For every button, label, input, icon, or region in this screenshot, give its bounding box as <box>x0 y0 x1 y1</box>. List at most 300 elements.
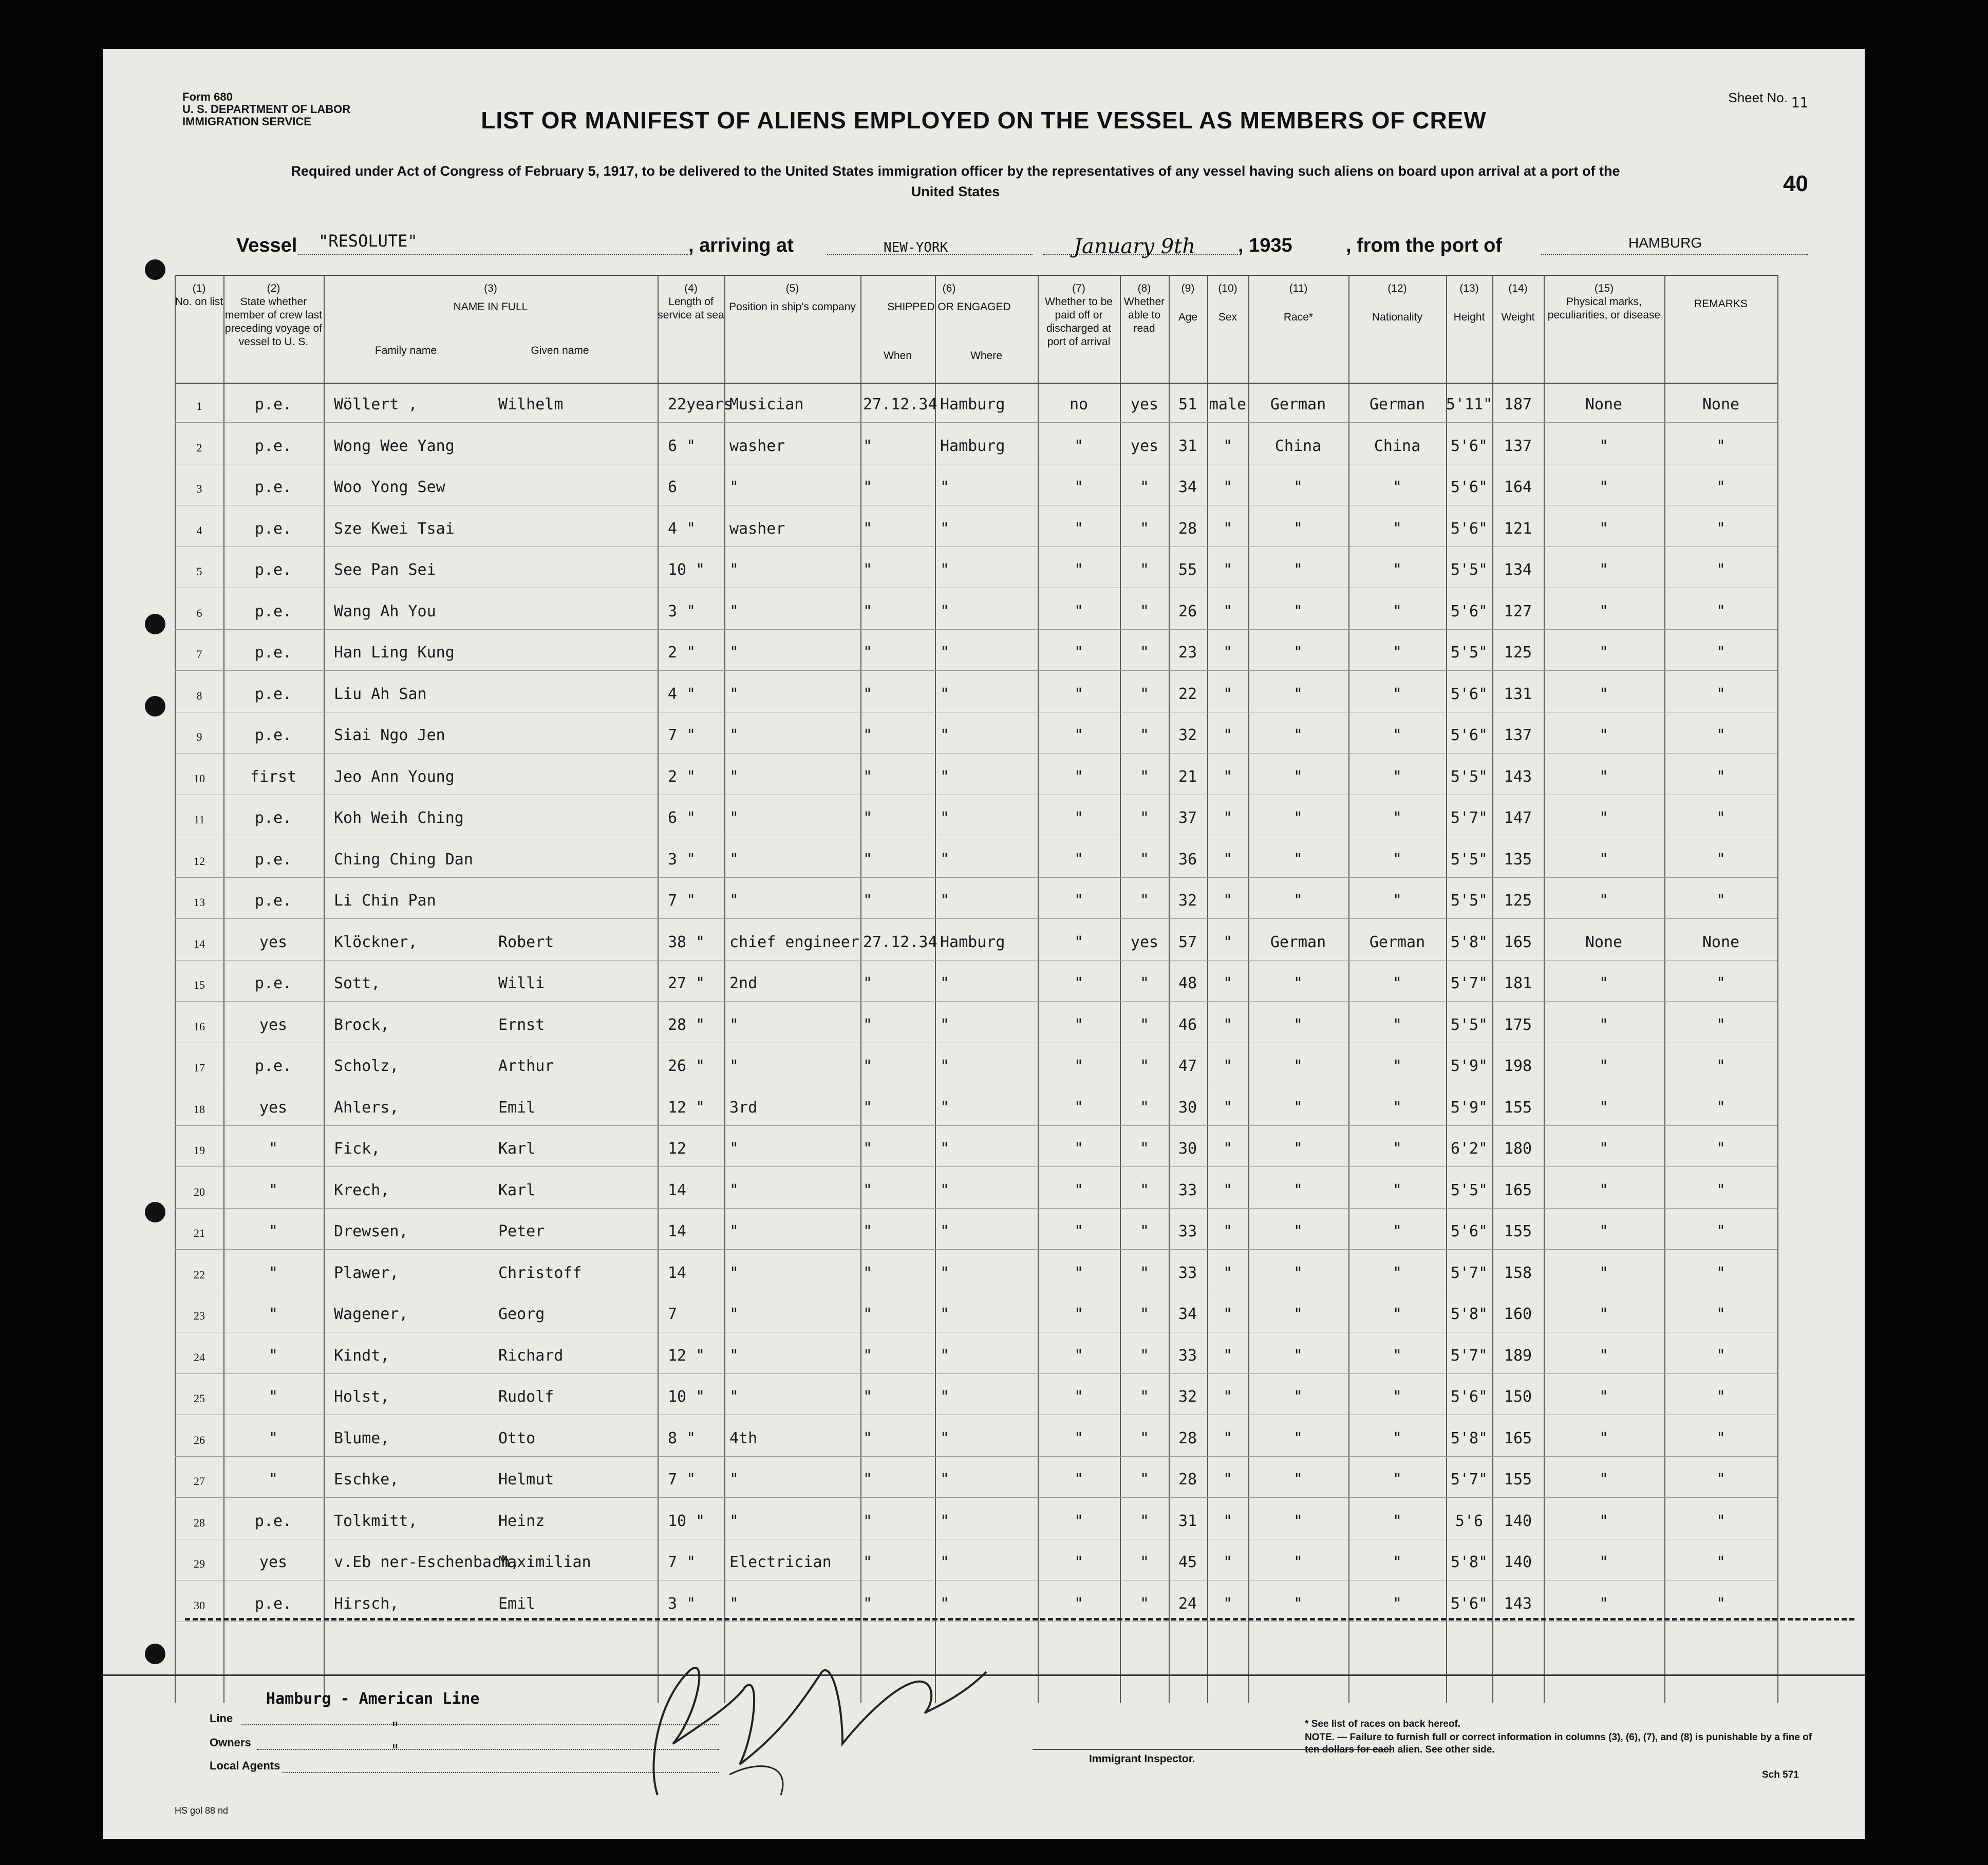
cell-weight: 155 <box>1504 1471 1532 1489</box>
col-header-12: (12) Nationality <box>1372 282 1423 323</box>
cell-sex: " <box>1223 685 1233 703</box>
cell-service: 2 " <box>668 767 696 786</box>
cell-given: Richard <box>498 1346 564 1365</box>
cell-prev: yes <box>259 1098 288 1117</box>
cell-no: 10 <box>194 771 205 785</box>
cell-age: 23 <box>1178 644 1197 662</box>
cell-height: 5'6" <box>1450 437 1488 455</box>
cell-family: Sze Kwei Tsai <box>334 519 455 538</box>
cell-service: 6 " <box>668 809 696 827</box>
cell-position: " <box>729 644 739 662</box>
cell-position: " <box>729 1222 739 1240</box>
cell-service: 12 <box>668 1140 687 1158</box>
cell-read: " <box>1139 1015 1150 1034</box>
cell-when: " <box>863 1098 873 1117</box>
cell-prev: yes <box>259 1553 288 1571</box>
cell-prev: p.e. <box>254 437 292 455</box>
cell-age: 30 <box>1178 1098 1197 1117</box>
cell-remarks: None <box>1702 933 1740 951</box>
cell-service: 10 " <box>668 1388 705 1406</box>
cell-sex: " <box>1223 1015 1233 1034</box>
cell-race: " <box>1293 1429 1303 1447</box>
cell-paid: " <box>1074 1057 1084 1075</box>
cell-service: 6 <box>668 478 678 496</box>
cell-remarks: " <box>1716 1305 1726 1323</box>
cell-sex: " <box>1223 1346 1233 1365</box>
cell-family: Scholz, <box>334 1057 399 1075</box>
cell-remarks: " <box>1716 644 1726 662</box>
cell-remarks: " <box>1716 1512 1726 1530</box>
cell-age: 51 <box>1178 395 1197 413</box>
cell-marks: " <box>1599 726 1609 744</box>
cell-given: Robert <box>498 933 554 951</box>
cell-race: " <box>1293 1264 1303 1282</box>
cell-height: 5'6" <box>1450 478 1488 496</box>
cell-weight: 147 <box>1504 809 1532 827</box>
cell-read: " <box>1139 478 1150 496</box>
cell-no: 18 <box>194 1102 205 1116</box>
cell-marks: None <box>1585 395 1623 413</box>
agents-label: Local Agents <box>210 1759 280 1772</box>
cell-weight: 165 <box>1504 933 1532 951</box>
cell-weight: 198 <box>1504 1057 1532 1075</box>
cell-position: " <box>729 602 739 620</box>
row-rule <box>175 670 1777 671</box>
cell-marks: " <box>1599 1512 1609 1530</box>
cell-sex: " <box>1223 974 1233 992</box>
cell-height: 5'8" <box>1450 1305 1488 1323</box>
cell-prev: p.e. <box>254 1594 292 1613</box>
col-header-6: (6) SHIPPED OR ENGAGED <box>887 282 1011 313</box>
cell-prev: " <box>268 1140 278 1158</box>
cell-sex: " <box>1223 809 1233 827</box>
cell-no: 19 <box>194 1144 205 1157</box>
cell-weight: 134 <box>1504 561 1532 579</box>
cell-service: 12 " <box>668 1346 705 1365</box>
cell-position: " <box>729 685 739 703</box>
cell-age: 32 <box>1178 726 1197 744</box>
cell-paid: " <box>1074 1140 1084 1158</box>
cell-service: 4 " <box>668 685 696 703</box>
cell-sex: " <box>1223 602 1233 620</box>
cell-position: " <box>729 767 739 786</box>
cell-position: " <box>729 561 739 579</box>
cell-given: Karl <box>498 1181 536 1199</box>
cell-when: " <box>863 1346 873 1365</box>
cell-service: 10 " <box>668 561 705 579</box>
cell-race: " <box>1293 1098 1303 1117</box>
cell-marks: " <box>1599 1429 1609 1447</box>
cell-nationality: " <box>1392 1140 1402 1158</box>
cell-paid: " <box>1074 1264 1084 1282</box>
cell-age: 24 <box>1178 1594 1197 1613</box>
cell-read: " <box>1139 850 1150 869</box>
cell-prev: " <box>268 1388 278 1406</box>
cell-paid: " <box>1074 1512 1084 1530</box>
cell-nationality: German <box>1369 933 1426 951</box>
cell-no: 11 <box>194 813 205 826</box>
cell-position: Musician <box>729 395 804 413</box>
vessel-label: Vessel <box>236 235 297 256</box>
cell-race: " <box>1293 1181 1303 1199</box>
cell-when: " <box>863 1388 873 1406</box>
cell-remarks: " <box>1716 478 1726 496</box>
cell-when: " <box>863 519 873 538</box>
cell-no: 14 <box>194 937 205 950</box>
row-rule <box>175 918 1777 919</box>
cell-prev: " <box>268 1429 278 1447</box>
cell-weight: 155 <box>1504 1222 1532 1240</box>
cell-age: 33 <box>1178 1346 1197 1365</box>
cell-prev: p.e. <box>254 602 292 620</box>
arriving-port: NEW-YORK <box>884 240 948 255</box>
cell-prev: p.e. <box>254 809 292 827</box>
manifest-sheet <box>103 49 1865 1839</box>
cell-race: " <box>1293 685 1303 703</box>
department-name: U. S. DEPARTMENT OF LABOR <box>182 103 351 116</box>
cell-when: 27.12.34 <box>863 395 937 413</box>
cell-age: 33 <box>1178 1222 1197 1240</box>
cell-family: Wang Ah You <box>334 602 436 620</box>
cell-weight: 127 <box>1504 602 1532 620</box>
line-label: Line <box>210 1712 233 1725</box>
cell-position: washer <box>729 437 785 455</box>
cell-remarks: " <box>1716 1388 1726 1406</box>
cell-no: 28 <box>194 1516 205 1529</box>
cell-nationality: " <box>1392 1098 1402 1117</box>
cell-age: 32 <box>1178 1388 1197 1406</box>
cell-family: v.Eb ner-Eschenbach, <box>334 1553 520 1571</box>
cell-no: 29 <box>194 1557 205 1570</box>
cell-remarks: None <box>1702 395 1740 413</box>
cell-read: " <box>1139 809 1150 827</box>
cell-race: " <box>1293 602 1303 620</box>
year-suffix: 35 <box>1270 235 1292 256</box>
cell-where: " <box>940 726 950 744</box>
cell-when: " <box>863 685 873 703</box>
cell-family: Drewsen, <box>334 1222 408 1240</box>
cell-marks: " <box>1599 1346 1609 1365</box>
cell-marks: " <box>1599 892 1609 910</box>
cell-age: 31 <box>1178 1512 1197 1530</box>
races-note: * See list of races on back hereof. <box>1305 1719 1461 1729</box>
cell-height: 5'6" <box>1450 685 1488 703</box>
cell-read: " <box>1139 602 1150 620</box>
cell-given: Willi <box>498 974 545 992</box>
cell-service: 7 " <box>668 892 696 910</box>
col-sub-family: Family name <box>374 345 437 356</box>
cell-no: 21 <box>194 1227 205 1239</box>
cell-nationality: " <box>1392 1181 1402 1199</box>
cell-read: " <box>1139 1140 1150 1158</box>
cell-marks: " <box>1599 685 1609 703</box>
cell-sex: " <box>1223 767 1233 786</box>
cell-where: " <box>940 1015 950 1034</box>
cell-when: " <box>863 1057 873 1075</box>
col-header-9: (9) Age <box>1178 282 1198 323</box>
cell-where: " <box>940 1471 950 1489</box>
cell-paid: " <box>1074 478 1084 496</box>
cell-sex: " <box>1223 1222 1233 1240</box>
table-end-line <box>185 1618 1854 1621</box>
cell-weight: 180 <box>1504 1140 1532 1158</box>
col-sub-given: Given name <box>531 345 589 356</box>
cell-sex: " <box>1223 1553 1233 1571</box>
cell-weight: 121 <box>1504 519 1532 538</box>
row-rule <box>175 1166 1777 1167</box>
cell-nationality: " <box>1392 602 1402 620</box>
cell-marks: " <box>1599 850 1609 869</box>
cell-when: 27.12.34 <box>863 933 937 951</box>
cell-nationality: " <box>1392 1594 1402 1613</box>
col-sub-where: Where <box>970 350 1002 362</box>
cell-nationality: " <box>1392 685 1402 703</box>
row-rule <box>175 1497 1777 1498</box>
cell-position: " <box>729 1015 739 1034</box>
cell-marks: " <box>1599 1471 1609 1489</box>
cell-height: 5'8" <box>1450 1553 1488 1571</box>
cell-service: 7 " <box>668 1471 696 1489</box>
cell-race: " <box>1293 892 1303 910</box>
cell-paid: " <box>1074 1098 1084 1117</box>
cell-sex: " <box>1223 1098 1233 1117</box>
cell-age: 33 <box>1178 1264 1197 1282</box>
cell-marks: " <box>1599 1057 1609 1075</box>
cell-paid: " <box>1074 767 1084 786</box>
cell-race: " <box>1293 850 1303 869</box>
cell-where: " <box>940 602 950 620</box>
cell-family: Wagener, <box>334 1305 408 1323</box>
cell-remarks: " <box>1716 1140 1726 1158</box>
cell-where: " <box>940 809 950 827</box>
cell-weight: 158 <box>1504 1264 1532 1282</box>
cell-sex: " <box>1223 561 1233 579</box>
cell-remarks: " <box>1716 1222 1726 1240</box>
cell-prev: p.e. <box>254 685 292 703</box>
cell-height: 5'5" <box>1450 1015 1488 1034</box>
cell-marks: " <box>1599 1222 1609 1240</box>
cell-age: 34 <box>1178 1305 1197 1323</box>
cell-no: 6 <box>196 606 202 619</box>
cell-given: Heinz <box>498 1512 545 1530</box>
cell-prev: " <box>268 1346 278 1365</box>
cell-service: 4 " <box>668 519 696 538</box>
cell-marks: " <box>1599 1264 1609 1282</box>
cell-weight: 165 <box>1504 1429 1532 1447</box>
cell-age: 55 <box>1178 561 1197 579</box>
cell-family: Fick, <box>334 1140 381 1158</box>
cell-no: 26 <box>194 1433 205 1446</box>
cell-race: " <box>1293 1346 1303 1365</box>
cell-when: " <box>863 644 873 662</box>
cell-remarks: " <box>1716 1057 1726 1075</box>
cell-nationality: China <box>1374 437 1421 455</box>
cell-sex: " <box>1223 1471 1233 1489</box>
cell-position: " <box>729 1264 739 1282</box>
cell-age: 30 <box>1178 1140 1197 1158</box>
punch-hole <box>145 259 165 280</box>
cell-remarks: " <box>1716 1264 1726 1282</box>
from-port-underline <box>1541 254 1808 255</box>
cell-read: " <box>1139 1098 1150 1117</box>
cell-race: " <box>1293 1553 1303 1571</box>
cell-nationality: " <box>1392 1512 1402 1530</box>
cell-where: Hamburg <box>940 933 1005 951</box>
cell-remarks: " <box>1716 1098 1726 1117</box>
cell-height: 5'7" <box>1450 1264 1488 1282</box>
cell-age: 28 <box>1178 519 1197 538</box>
cell-sex: " <box>1223 644 1233 662</box>
cell-where: " <box>940 1222 950 1240</box>
cell-position: 3rd <box>729 1098 758 1117</box>
cell-read: " <box>1139 1388 1150 1406</box>
row-rule <box>175 1249 1777 1250</box>
cell-age: 28 <box>1178 1471 1197 1489</box>
cell-read: yes <box>1130 395 1159 413</box>
cell-remarks: " <box>1716 602 1726 620</box>
cell-marks: " <box>1599 644 1609 662</box>
cell-prev: " <box>268 1305 278 1323</box>
cell-when: " <box>863 1181 873 1199</box>
cell-where: " <box>940 561 950 579</box>
cell-no: 23 <box>194 1309 205 1322</box>
cell-prev: yes <box>259 933 288 951</box>
cell-prev: " <box>268 1264 278 1282</box>
cell-remarks: " <box>1716 767 1726 786</box>
sheet-number: 11 <box>1791 94 1808 111</box>
vessel-name: "RESOLUTE" <box>318 231 418 251</box>
cell-no: 25 <box>194 1392 205 1405</box>
cell-sex: " <box>1223 850 1233 869</box>
punch-hole <box>145 696 165 717</box>
cell-sex: " <box>1223 1512 1233 1530</box>
cell-where: " <box>940 644 950 662</box>
cell-read: " <box>1139 1346 1150 1365</box>
cell-position: " <box>729 850 739 869</box>
vessel-underline <box>298 254 688 255</box>
cell-nationality: " <box>1392 1057 1402 1075</box>
cell-read: yes <box>1130 437 1159 455</box>
cell-position: " <box>729 1346 739 1365</box>
col-header-13: (13) Height <box>1453 282 1485 323</box>
cell-when: " <box>863 437 873 455</box>
cell-no: 12 <box>194 854 205 868</box>
cell-age: 21 <box>1178 767 1197 786</box>
cell-paid: " <box>1074 437 1084 455</box>
cell-service: 2 " <box>668 644 696 662</box>
cell-nationality: " <box>1392 1222 1402 1240</box>
cell-remarks: " <box>1716 1471 1726 1489</box>
cell-race: " <box>1293 767 1303 786</box>
cell-service: 38 " <box>668 933 705 951</box>
cell-paid: " <box>1074 1553 1084 1571</box>
cell-race: " <box>1293 1222 1303 1240</box>
cell-paid: " <box>1074 561 1084 579</box>
cell-no: 15 <box>194 978 205 991</box>
cell-weight: 155 <box>1504 1098 1532 1117</box>
cell-position: " <box>729 1388 739 1406</box>
cell-read: " <box>1139 685 1150 703</box>
cell-race: " <box>1293 974 1303 992</box>
cell-when: " <box>863 1594 873 1613</box>
cell-weight: 175 <box>1504 1015 1532 1034</box>
cell-read: " <box>1139 1264 1150 1282</box>
cell-paid: " <box>1074 1594 1084 1613</box>
from-port-label: , from the port of <box>1346 235 1502 256</box>
cell-prev: yes <box>259 1015 288 1034</box>
cell-age: 48 <box>1178 974 1197 992</box>
cell-paid: " <box>1074 1346 1084 1365</box>
cell-marks: " <box>1599 1594 1609 1613</box>
cell-position: " <box>729 1181 739 1199</box>
row-rule <box>175 877 1777 878</box>
cell-service: 8 " <box>668 1429 696 1447</box>
cell-race: China <box>1274 437 1322 455</box>
cell-weight: 137 <box>1504 437 1532 455</box>
cell-position: " <box>729 1594 739 1613</box>
cell-prev: p.e. <box>254 892 292 910</box>
cell-prev: p.e. <box>254 561 292 579</box>
cell-remarks: " <box>1716 1181 1726 1199</box>
cell-sex: male <box>1209 395 1247 413</box>
cell-race: " <box>1293 1015 1303 1034</box>
cell-where: " <box>940 1594 950 1613</box>
cell-marks: " <box>1599 478 1609 496</box>
cell-weight: 189 <box>1504 1346 1532 1365</box>
cell-age: 32 <box>1178 892 1197 910</box>
page-subtitle: Required under Act of Congress of February 5, 1917, to be delivered to the United States immigration officer by the representatives of any vessel having such aliens on board upon arrival at a port of the United States <box>291 163 1620 199</box>
cell-when: " <box>863 1471 873 1489</box>
cell-paid: " <box>1074 602 1084 620</box>
cell-where: " <box>940 478 950 496</box>
cell-paid: " <box>1074 1388 1084 1406</box>
cell-given: Georg <box>498 1305 545 1323</box>
cell-no: 20 <box>194 1185 205 1198</box>
cell-race: " <box>1293 1057 1303 1075</box>
cell-race: " <box>1293 1388 1303 1406</box>
cell-position: " <box>729 809 739 827</box>
cell-age: 22 <box>1178 685 1197 703</box>
cell-no: 24 <box>194 1350 205 1364</box>
cell-read: " <box>1139 767 1150 786</box>
cell-read: " <box>1139 1057 1150 1075</box>
col-header-10: (10) Sex <box>1218 282 1237 323</box>
cell-family: See Pan Sei <box>334 561 436 579</box>
cell-race: " <box>1293 726 1303 744</box>
cell-given: Emil <box>498 1098 536 1117</box>
cell-when: " <box>863 850 873 869</box>
cell-position: " <box>729 1512 739 1530</box>
arriving-label: , arriving at <box>688 235 794 256</box>
cell-where: Hamburg <box>940 395 1005 413</box>
cell-position: chief engineer <box>729 933 859 951</box>
cell-nationality: " <box>1392 519 1402 538</box>
cell-prev: " <box>268 1471 278 1489</box>
cell-race: " <box>1293 519 1303 538</box>
row-rule <box>175 1001 1777 1002</box>
cell-sex: " <box>1223 478 1233 496</box>
cell-nationality: " <box>1392 1471 1402 1489</box>
cell-age: 34 <box>1178 478 1197 496</box>
cell-when: " <box>863 809 873 827</box>
cell-marks: " <box>1599 1388 1609 1406</box>
cell-when: " <box>863 1512 873 1530</box>
cell-family: Krech, <box>334 1181 390 1199</box>
cell-where: " <box>940 519 950 538</box>
cell-prev: p.e. <box>254 726 292 744</box>
cell-service: 3 " <box>668 1594 696 1613</box>
cell-where: " <box>940 850 950 869</box>
